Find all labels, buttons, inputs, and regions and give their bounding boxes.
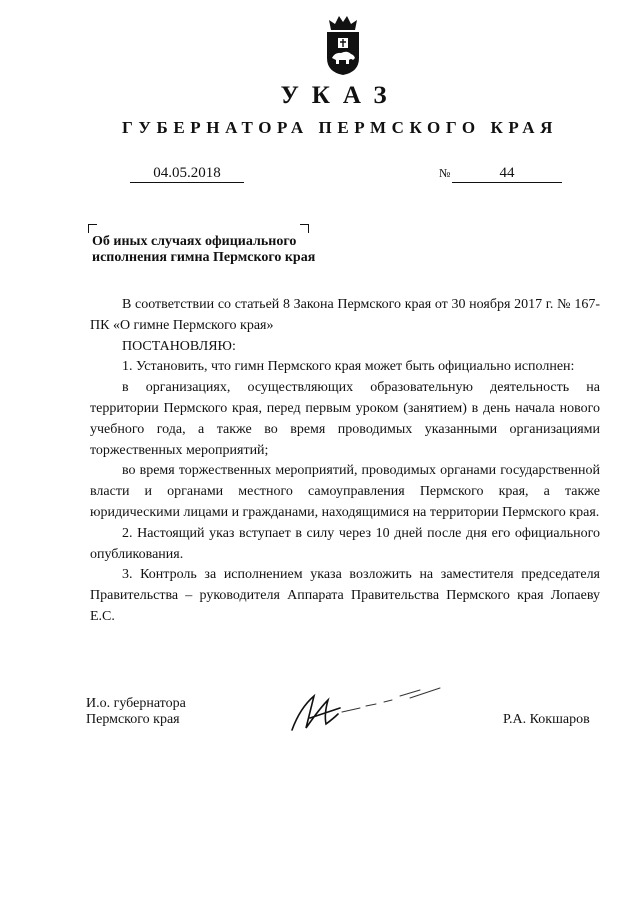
subject-bracket-right	[300, 224, 309, 233]
body-paragraph-item-2: 2. Настоящий указ вступает в силу через 10 дней после дня его официального опубликования.	[90, 525, 600, 562]
document-title: УКАЗ	[280, 82, 400, 109]
body-paragraph-item-3: 3. Контроль за исполнением указа возложить на заместителя председателя Правительства – руководителя Аппарата Правительства Пермского края Лопаеву Е.С.	[90, 567, 600, 624]
perm-coat-of-arms-icon	[323, 14, 363, 76]
decree-subject	[92, 234, 342, 266]
subject-line-1: Об иных случаях официального	[92, 234, 297, 249]
handwritten-signature-icon	[280, 678, 450, 738]
body-paragraph-resolve: ПОСТАНОВЛЯЮ:	[122, 338, 236, 354]
signatory-position	[86, 696, 186, 728]
decree-number: 44	[452, 164, 562, 183]
signatory-position-line-2: Пермского края	[86, 712, 180, 727]
decree-number-label: №	[439, 166, 451, 180]
body-paragraph-item-1: 1. Установить, что гимн Пермского края может быть официально исполнен:	[122, 359, 575, 375]
signatory-position-line-1: И.о. губернатора	[86, 696, 186, 711]
body-paragraph-item-1a: в организациях, осуществляющих образовательную деятельность на территории Пермского края, перед первым уроком (занятием) в день начала нового учебного года, а также во время проводимых указанными организациями торжественных мероприятий;	[90, 380, 600, 458]
signatory-name: Р.А. Кокшаров	[503, 712, 590, 727]
subject-bracket-left	[88, 224, 97, 233]
body-paragraph-preamble: В соответствии со статьей 8 Закона Пермского края от 30 ноября 2017 г. № 167-ПК «О гимне Пермского края»	[90, 297, 600, 333]
decree-body	[90, 295, 600, 628]
document-issuer: ГУБЕРНАТОРА ПЕРМСКОГО КРАЯ	[122, 118, 558, 137]
body-paragraph-item-1b: во время торжественных мероприятий, проводимых органами государственной власти и органами местного самоуправления Пермского края, а также юридическими лицами и гражданами, находящимися на территории Пермского края.	[90, 463, 600, 520]
subject-line-2: исполнения гимна Пермского края	[92, 250, 316, 265]
decree-date: 04.05.2018	[130, 164, 244, 183]
